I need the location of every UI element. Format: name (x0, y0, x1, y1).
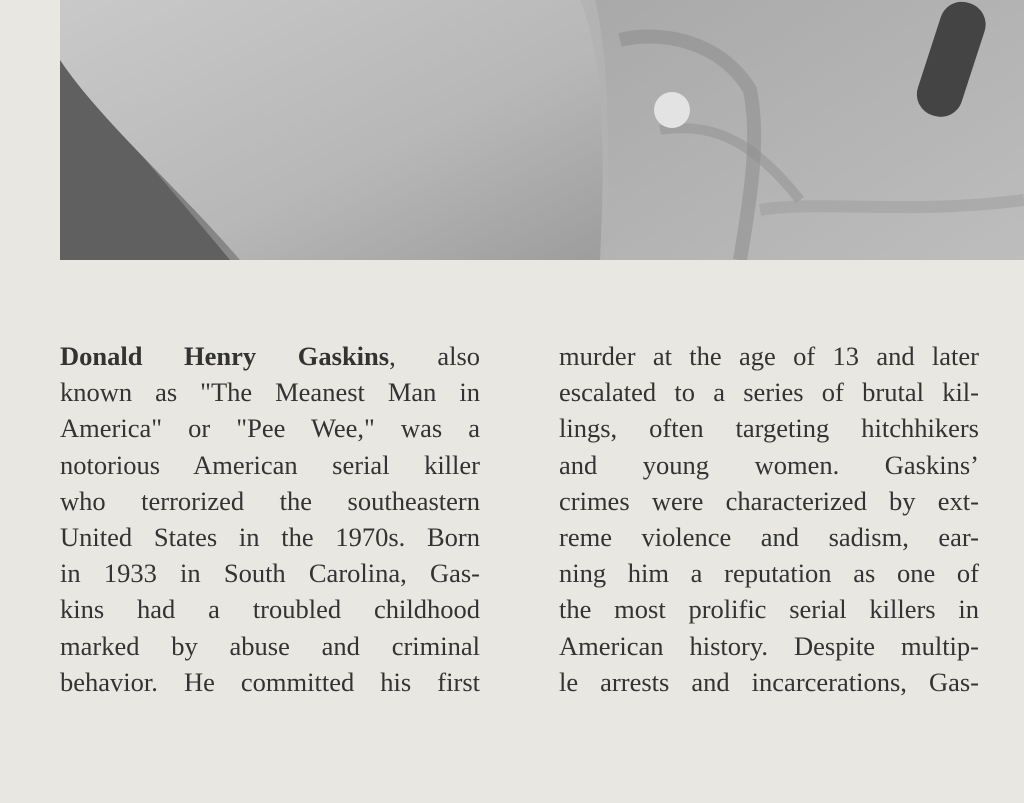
text-line: escalated to a series of brutal kil- (559, 377, 979, 408)
text-line: notorious American serial killer (60, 449, 480, 480)
text-line: murder at the age of 13 and later (559, 341, 979, 371)
text-line: reme violence and sadism, ear- (559, 521, 979, 552)
text-line: American history. Despite multip- (559, 630, 979, 661)
text-line (60, 338, 480, 374)
text-line: United States in the 1970s. Born (60, 521, 480, 552)
text-line: behavior. He committed his first (60, 666, 480, 697)
left-text-column (60, 338, 480, 700)
lead-name: Donald Henry Gaskins (60, 341, 390, 371)
text-line: known as "The Meanest Man in (60, 377, 480, 408)
text-line: crimes were characterized by ext- (559, 485, 979, 516)
right-text-column (559, 338, 979, 700)
text-line: in 1933 in South Carolina, Gas- (60, 558, 480, 589)
text-line: and young women. Gaskins’ (559, 449, 979, 480)
text-line: marked by abuse and criminal (60, 630, 480, 661)
text-line: the most prolific serial killers in (559, 594, 979, 625)
text-line: who terrorized the southeastern (60, 485, 480, 516)
text-line: ning him a reputation as one of (559, 558, 979, 589)
text-line: le arrests and incarcerations, Gas- (559, 666, 979, 697)
text-line: lings, often targeting hitchhikers (559, 413, 979, 444)
photo-image (60, 0, 1024, 260)
text-line: kins had a troubled childhood (60, 594, 480, 625)
text-line: America" or "Pee Wee," was a (60, 413, 480, 444)
article-photo (60, 0, 1024, 260)
line-text: , also (389, 341, 481, 371)
